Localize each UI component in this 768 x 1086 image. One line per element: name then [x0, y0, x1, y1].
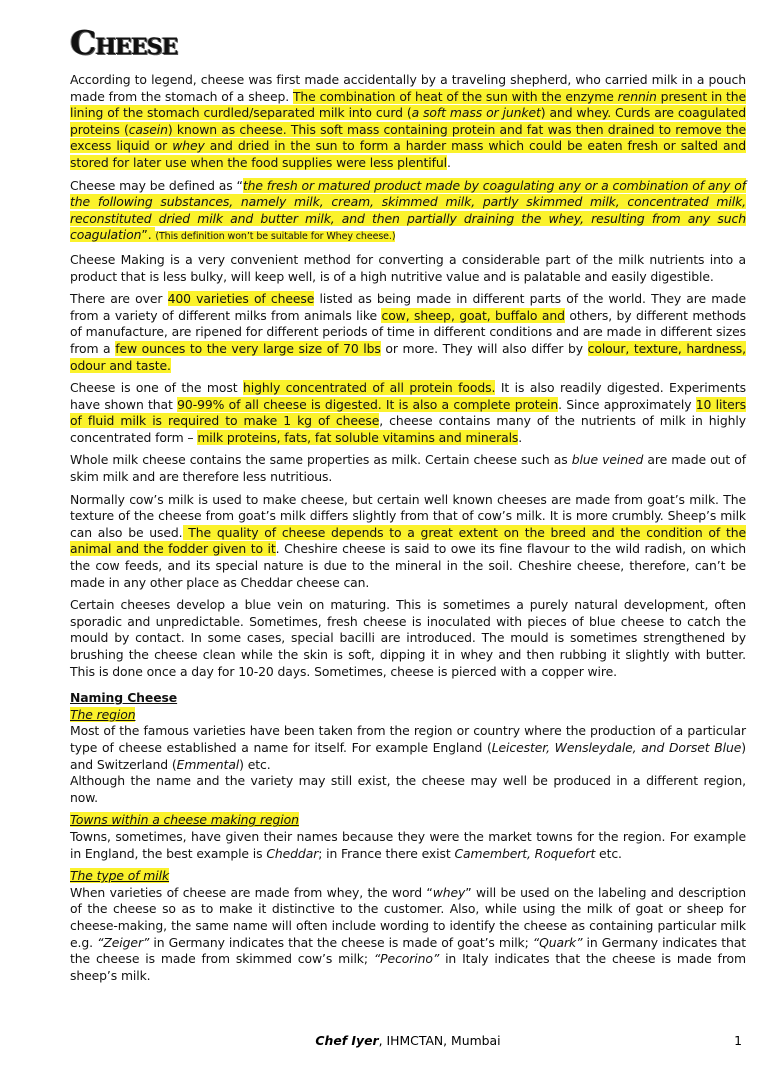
paragraph-varieties: There are over 400 varieties of cheese listed as being made in different parts of the world. They are made from a variety of different milks from animals like cow, sheep, goat, buffalo and others, by different methods of manufacture, are ripened for different periods of time in different conditions and are made in different sizes from a few ounces to the very large size of 70 lbs or more. They will also differ by colour, texture, hardness, odour and taste. [70, 291, 746, 373]
paragraph-blue-vein: Certain cheeses develop a blue vein on maturing. This is sometimes a purely natural development, often sporadic and unpredictable. Sometimes, fresh cheese is inoculated with pieces of blue cheese to catch the mould by contact. In some cases, special bacilli are introduced. The mould is sometimes strengthened by brushing the cheese clean while the skin is soft, dipping it in whey and then rubbing it slightly with butter. This is done once a day for 10-20 days. Sometimes, cheese is pierced with a copper wire. [70, 597, 746, 679]
footer-org: , IHMCTAN, Mumbai [378, 1033, 501, 1048]
subsection-milk-type: The type of milk When varieties of cheese are made from whey, the word “whey” will be used on the labeling and description of the cheese so as to make it distinctive to the customer. Also, while using the milk of goat or sheep for cheese-making, the same name will often include wording to identify the cheese as containing particular milk e.g. “Zeiger” in Germany indicates that the cheese is made of goat’s milk; “Quark” in Germany indicates that the cheese is made from skimmed cow’s milk; “Pecorino” in Italy indicates that the cheese is made from sheep’s milk. [70, 868, 746, 983]
page-number: 1 [734, 1033, 742, 1048]
highlight: the fresh or matured product made by coagulating any or a combination of any of the following substances, namely milk, cream, skimmed milk, partly skimmed milk, concentrated milk, reconstituted dried milk and butter milk, and then partially draining the whey, resulting from any such coagulation [70, 177, 746, 243]
paragraph-definition: Cheese may be defined as “the fresh or matured product made by coagulating any or a combination of any of the following substances, namely milk, cream, skimmed milk, partly skimmed milk, concentrated milk, reconstituted dried milk and butter milk, and then partially draining the whey, resulting from any such coagulation”. (This definition won’t be suitable for Whey cheese.) [70, 177, 746, 243]
subsection-title: The region [70, 706, 136, 722]
highlight: The combination of heat of the sun with the enzyme rennin present in the lining of the stomach curdled/separated milk into curd (a soft mass or junket) and whey. Curds are coagulated proteins (casein) known as cheese. This soft mass containing protein and fat was then drained to remove the excess liquid or whey and dried in the sun to form a harder mass which could be eaten fresh or salted and stored for later use when the food supplies were less plentiful [70, 88, 747, 170]
footer-author: Chef Iyer [315, 1033, 379, 1048]
paragraph-protein: Cheese is one of the most highly concentrated of all protein foods. It is also readily digested. Experiments have shown that 90-99% of all cheese is digested. It is also a complete protein. Since approximately 10 liters of fluid milk is required to make 1 kg of cheese, cheese contains many of the nutrients of milk in highly concentrated form – milk proteins, fats, fat soluble vitamins and minerals. [70, 380, 746, 445]
document-page [70, 23, 747, 990]
page-footer [70, 1033, 746, 1051]
page-title: CHEESE [70, 23, 178, 62]
subsection-region: The region Most of the famous varieties have been taken from the region or country where the production of a particular type of cheese established a name for itself. For example England (Leicester, Wensleydale, and Dorset Blue) and Switzerland (Emmental) etc. Although the name and the variety may still exist, the cheese may well be produced in a different region, now. [70, 706, 746, 805]
subsection-towns: Towns within a cheese making region Towns, sometimes, have given their names because they were the market towns for the region. For example in England, the best example is Cheddar; in France there exist Camembert, Roquefort etc. [70, 812, 746, 861]
paragraph-cheese-making: Cheese Making is a very convenient method for converting a considerable part of the milk nutrients into a product that is less bulky, will keep well, is of a high nutritive value and is palatable and easily digestible. [70, 251, 746, 284]
paragraph-whole-milk: Whole milk cheese contains the same properties as milk. Certain cheese such as blue veined are made out of skim milk and are therefore less nutritious. [70, 452, 746, 485]
section-heading-naming-cheese: Naming Cheese [70, 690, 178, 706]
paragraph-milk-types: Normally cow’s milk is used to make cheese, but certain well known cheeses are made from goat’s milk. The texture of the cheese from goat’s milk differs slightly from that of cow’s milk. It is more crumbly. Sheep’s milk can also be used. The quality of cheese depends to a great extent on the breed and the condition of the animal and the fodder given to it. Cheshire cheese is said to owe its fine flavour to the wild radish, on which the cow feeds, and its special nature is due to the mineral in the soil. Cheshire cheese, therefore, can’t be made in any other place as Cheddar cheese can. [70, 491, 747, 590]
subsection-title: Towns within a cheese making region [70, 812, 299, 828]
subsection-title: The type of milk [70, 868, 170, 884]
paragraph-legend: According to legend, cheese was first made accidentally by a traveling shepherd, who carried milk in a pouch made from the stomach of a sheep. The combination of heat of the sun with the enzyme rennin present in the lining of the stomach curdled/separated milk into curd (a soft mass or junket) and whey. Curds are coagulated proteins (casein) known as cheese. This soft mass containing protein and fat was then drained to remove the excess liquid or whey and dried in the sun to form a harder mass which could be eaten fresh or salted and stored for later use when the food supplies were less plentiful. [70, 72, 747, 170]
